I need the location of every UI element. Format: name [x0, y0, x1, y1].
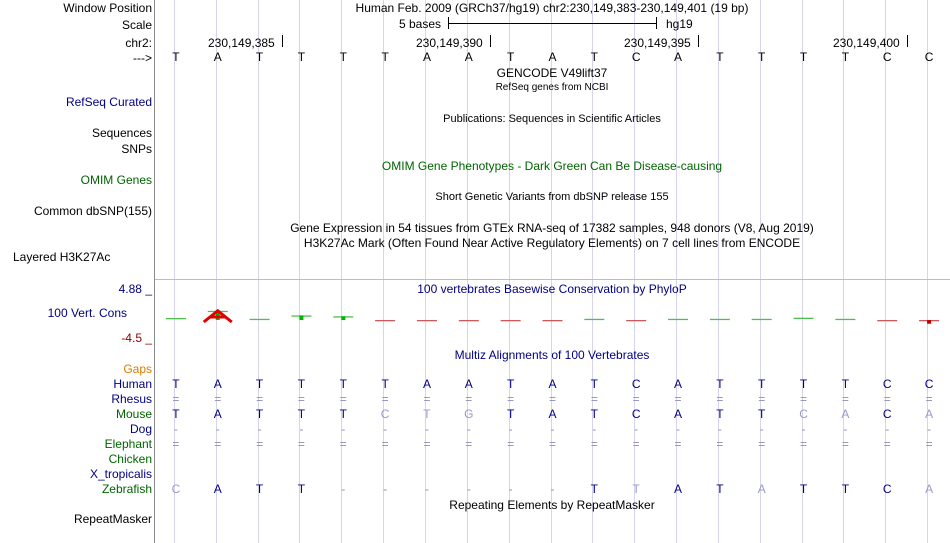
- publications-track-title[interactable]: Publications: Sequences in Scientific Articles: [443, 113, 661, 125]
- alignment-base: =: [381, 392, 389, 406]
- cons-score-stem: [341, 316, 345, 320]
- reference-base: T: [297, 50, 306, 64]
- scale-label: Scale: [121, 18, 152, 32]
- alignment-base: =: [548, 437, 556, 451]
- alignment-base: =: [716, 392, 724, 406]
- alignment-base: =: [758, 437, 766, 451]
- cons-track-top-border: [155, 279, 950, 280]
- reference-base: T: [339, 50, 347, 64]
- alignment-base: =: [674, 437, 682, 451]
- alignment-base: =: [716, 437, 724, 451]
- reference-base: T: [716, 50, 724, 64]
- reference-base: T: [758, 50, 766, 64]
- species-label-human[interactable]: Human: [113, 377, 152, 391]
- track-label-snps[interactable]: SNPs: [121, 142, 152, 156]
- alignment-base: =: [172, 437, 180, 451]
- alignment-base: T: [758, 407, 766, 421]
- window-position-label: Window Position: [63, 1, 152, 15]
- alignment-base: =: [297, 437, 305, 451]
- alignment-base: T: [339, 407, 347, 421]
- position-tick-label: 230,149,400: [833, 36, 900, 50]
- cons-score-bar: [501, 320, 521, 321]
- alignment-base: =: [465, 437, 473, 451]
- reference-base: A: [548, 50, 557, 64]
- alignment-base: T: [841, 482, 850, 496]
- reference-base: C: [631, 50, 641, 64]
- alignment-base: T: [255, 407, 264, 421]
- alignment-base: =: [841, 392, 849, 406]
- gencode-track-title[interactable]: GENCODE V49lift37: [496, 66, 608, 80]
- alignment-base: C: [171, 482, 181, 496]
- alignment-base: =: [758, 392, 766, 406]
- alignment-base: =: [800, 437, 808, 451]
- position-tick-label: 230,149,390: [416, 36, 483, 50]
- cons-score-bar: [710, 319, 730, 320]
- alignment-base: G: [464, 407, 474, 421]
- track-label-cons[interactable]: 100 Vert. Cons: [47, 306, 127, 320]
- alignment-base: T: [255, 482, 264, 496]
- alignment-base: -: [550, 482, 555, 496]
- alignment-base: C: [882, 482, 892, 496]
- alignment-base: -: [341, 422, 346, 436]
- alignment-base: T: [506, 377, 515, 391]
- alignment-base: C: [380, 407, 390, 421]
- cons-score-bar: [584, 319, 604, 320]
- alignment-base: T: [716, 377, 724, 391]
- cons-score-bar: [626, 320, 646, 321]
- cons-max-label: 4.88 _: [118, 282, 152, 296]
- alignment-base: C: [882, 377, 892, 391]
- scale-db-text: hg19: [666, 17, 693, 31]
- cons-score-bar: [752, 319, 772, 320]
- alignment-base: T: [255, 377, 264, 391]
- alignment-base: =: [339, 392, 347, 406]
- alignment-base: A: [841, 407, 850, 421]
- reference-base: A: [213, 50, 222, 64]
- alignment-base: T: [297, 377, 306, 391]
- alignment-base: T: [339, 377, 347, 391]
- assembly-position-text: Human Feb. 2009 (GRCh37/hg19) chr2:230,149,383-230,149,401 (19 bp): [355, 1, 749, 15]
- position-tick: [490, 35, 491, 47]
- track-label-refseq[interactable]: RefSeq Curated: [65, 95, 152, 109]
- reference-base: T: [506, 50, 515, 64]
- alignment-base: T: [799, 482, 808, 496]
- alignment-base: A: [213, 407, 222, 421]
- alignment-base: A: [548, 407, 557, 421]
- alignment-base: C: [799, 407, 808, 421]
- position-tick: [282, 35, 283, 47]
- alignment-base: T: [506, 407, 515, 421]
- alignment-base: -: [383, 482, 388, 496]
- cons-score-bar: [835, 319, 855, 320]
- scale-bar-right-tick: [656, 17, 657, 29]
- alignment-base: T: [758, 377, 766, 391]
- alignment-base: T: [632, 482, 640, 496]
- alignment-base: -: [173, 422, 178, 436]
- alignment-base: -: [634, 422, 639, 436]
- alignment-base: -: [676, 422, 681, 436]
- alignment-base: =: [590, 392, 598, 406]
- alignment-base: =: [423, 392, 431, 406]
- alignment-base: T: [381, 377, 389, 391]
- reference-base: C: [882, 50, 892, 64]
- position-tick-label: 230,149,395: [624, 36, 691, 50]
- cons-score-stem: [299, 315, 303, 320]
- alignment-base: A: [548, 377, 557, 391]
- track-data-area[interactable]: [155, 0, 950, 543]
- alignment-base: -: [885, 422, 890, 436]
- cons-score-bar: [459, 320, 479, 321]
- alignment-base: =: [800, 392, 808, 406]
- cons-score-bar: [877, 320, 897, 321]
- alignment-base: -: [550, 422, 555, 436]
- alignment-base: T: [590, 482, 598, 496]
- cons-score-bar: [166, 318, 186, 319]
- alignment-base: =: [423, 437, 431, 451]
- alignment-base: -: [592, 422, 597, 436]
- alignment-base: =: [507, 437, 515, 451]
- repeatmasker-track-title[interactable]: Repeating Elements by RepeatMasker: [449, 498, 655, 512]
- species-label-rhesus[interactable]: Rhesus: [111, 392, 152, 406]
- alignment-base: =: [548, 392, 556, 406]
- cons-wiggle-plot[interactable]: [155, 300, 950, 340]
- cons-min-label: -4.5 _: [121, 331, 152, 345]
- reference-base: T: [799, 50, 808, 64]
- species-label-chicken[interactable]: Chicken: [108, 452, 152, 466]
- omim-pheno-track-title[interactable]: OMIM Gene Phenotypes - Dark Green Can Be Disease-causing: [381, 159, 723, 173]
- track-label-gaps[interactable]: Gaps: [123, 362, 152, 376]
- reference-base: A: [464, 50, 473, 64]
- alignment-base: -: [257, 422, 262, 436]
- alignment-base: -: [215, 422, 220, 436]
- alignment-base: T: [423, 407, 431, 421]
- alignment-base: =: [381, 437, 389, 451]
- alignment-base: T: [716, 482, 724, 496]
- scale-text: 5 bases: [399, 17, 442, 31]
- alignment-base: -: [759, 422, 764, 436]
- cons-score-bar: [250, 319, 270, 320]
- alignment-base: =: [214, 437, 222, 451]
- alignment-base: T: [716, 407, 724, 421]
- alignment-base: T: [841, 377, 850, 391]
- reference-base: T: [841, 50, 850, 64]
- strand-label[interactable]: --->: [133, 51, 152, 65]
- alignment-base: A: [213, 377, 222, 391]
- cons-score-bar: [543, 320, 563, 321]
- alignment-base: T: [799, 377, 808, 391]
- alignment-base: T: [590, 377, 598, 391]
- track-label-sequences[interactable]: Sequences: [91, 126, 152, 140]
- alignment-base: =: [883, 392, 891, 406]
- alignment-base: A: [925, 407, 934, 421]
- track-label-dbsnp[interactable]: Common dbSNP(155): [33, 204, 152, 218]
- alignment-base: -: [508, 422, 513, 436]
- species-label-x_tropicalis[interactable]: X_tropicalis: [89, 467, 152, 481]
- alignment-base: A: [674, 482, 683, 496]
- position-tick: [698, 35, 699, 47]
- chrom-label: chr2:: [125, 36, 152, 50]
- alignment-base: A: [213, 482, 222, 496]
- alignment-base: A: [464, 377, 473, 391]
- h3k27ac-track-title[interactable]: H3K27Ac Mark (Often Found Near Active Regulatory Elements) on 7 cell lines from ENCODE: [303, 236, 801, 250]
- alignment-base: =: [256, 437, 264, 451]
- alignment-base: -: [927, 422, 932, 436]
- scale-bar-left-tick: [448, 17, 449, 29]
- position-tick-label: 230,149,385: [208, 36, 275, 50]
- alignment-base: -: [466, 482, 471, 496]
- alignment-base: -: [424, 482, 429, 496]
- alignment-base: =: [841, 437, 849, 451]
- reference-base: A: [674, 50, 683, 64]
- scale-bar: [448, 23, 656, 24]
- dbsnp-track-title[interactable]: Short Genetic Variants from dbSNP release 155: [435, 191, 669, 203]
- alignment-base: C: [924, 377, 934, 391]
- alignment-base: T: [297, 482, 306, 496]
- reference-base: C: [924, 50, 934, 64]
- reference-base: T: [590, 50, 598, 64]
- track-label-repeatmasker[interactable]: RepeatMasker: [73, 512, 152, 526]
- species-label-elephant[interactable]: Elephant: [104, 437, 152, 451]
- cons-score-bar: [794, 318, 814, 319]
- gencode-track-subtitle[interactable]: RefSeq genes from NCBI: [495, 82, 609, 93]
- cons-track-title[interactable]: 100 vertebrates Basewise Conservation by PhyloP: [417, 282, 687, 296]
- track-label-column: [0, 0, 154, 543]
- alignment-base: A: [925, 482, 934, 496]
- alignment-base: T: [172, 377, 180, 391]
- alignment-base: -: [508, 482, 513, 496]
- alignment-base: -: [341, 482, 346, 496]
- alignment-base: C: [631, 407, 641, 421]
- track-label-omim[interactable]: OMIM Genes: [80, 173, 152, 187]
- alignment-base: C: [631, 377, 641, 391]
- alignment-base: =: [674, 392, 682, 406]
- alignment-base: A: [757, 482, 766, 496]
- reference-base: T: [381, 50, 389, 64]
- alignment-base: T: [590, 407, 598, 421]
- species-label-dog[interactable]: Dog: [129, 422, 152, 436]
- alignment-base: =: [632, 437, 640, 451]
- alignment-base: T: [172, 407, 180, 421]
- cons-score-bar: [375, 320, 395, 321]
- alignment-base: -: [383, 422, 388, 436]
- alignment-base: =: [339, 437, 347, 451]
- alignment-base: -: [466, 422, 471, 436]
- alignment-base: =: [172, 392, 180, 406]
- cons-score-bar: [417, 320, 437, 321]
- alignment-base: A: [422, 377, 431, 391]
- alignment-base: =: [256, 392, 264, 406]
- alignment-base: =: [883, 437, 891, 451]
- alignment-base: A: [674, 377, 683, 391]
- reference-base: T: [255, 50, 264, 64]
- alignment-base: =: [507, 392, 515, 406]
- gtex-track-title[interactable]: Gene Expression in 54 tissues from GTEx RNA-seq of 17382 samples, 948 donors (V8, Aug 2019): [290, 221, 814, 235]
- species-label-mouse[interactable]: Mouse: [115, 407, 152, 421]
- alignment-base: =: [297, 392, 305, 406]
- species-label-zebrafish[interactable]: Zebrafish: [101, 482, 152, 496]
- cons-base-logo: [204, 311, 232, 322]
- position-tick: [907, 35, 908, 47]
- alignment-base: A: [674, 407, 683, 421]
- alignment-base: =: [925, 437, 933, 451]
- reference-base: A: [422, 50, 431, 64]
- alignment-base: =: [214, 392, 222, 406]
- alignment-base: -: [801, 422, 806, 436]
- alignment-base: =: [925, 392, 933, 406]
- alignment-base: -: [843, 422, 848, 436]
- cons-score-bar: [668, 319, 688, 320]
- alignment-base: =: [590, 437, 598, 451]
- alignment-base: =: [632, 392, 640, 406]
- alignment-base: =: [465, 392, 473, 406]
- alignment-base: C: [882, 407, 892, 421]
- cons-score-stem: [927, 320, 931, 324]
- track-label-h3k27ac[interactable]: Layered H3K27Ac: [13, 250, 111, 264]
- alignment-base: T: [297, 407, 306, 421]
- alignment-base: -: [424, 422, 429, 436]
- reference-base: T: [172, 50, 180, 64]
- alignment-base: -: [717, 422, 722, 436]
- multiz-track-title[interactable]: Multiz Alignments of 100 Vertebrates: [454, 348, 650, 362]
- alignment-base: -: [299, 422, 304, 436]
